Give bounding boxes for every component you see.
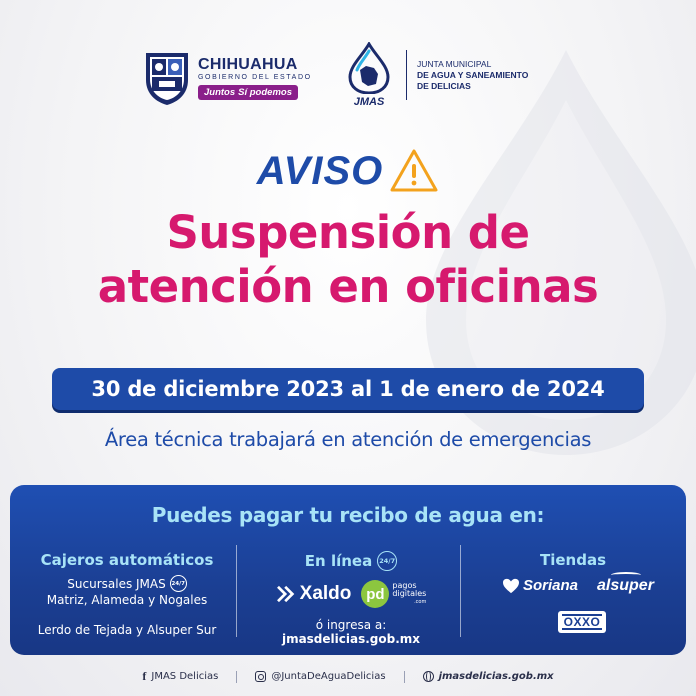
clock-24-7-icon: 24/7 xyxy=(170,575,187,592)
alsuper-logo: alsuper xyxy=(597,577,654,594)
slogan-part-1: Juntos xyxy=(204,87,236,98)
date-range-banner: 30 de diciembre 2023 al 1 de enero de 2024 xyxy=(52,368,644,410)
ingresa-prefix: ó ingresa a: xyxy=(315,618,387,632)
headline-line-1: Suspensión de xyxy=(166,206,530,259)
chihuahua-government-logo xyxy=(142,50,312,106)
xaldo-logo[interactable] xyxy=(276,583,352,605)
online-heading-row xyxy=(246,551,456,571)
footer xyxy=(0,669,696,684)
payment-title: Puedes pagar tu recibo de agua en: xyxy=(151,503,545,527)
emergency-note: Área técnica trabajará en atención de emergencias xyxy=(104,428,592,451)
notice-label xyxy=(0,148,696,194)
store-logos xyxy=(470,573,676,635)
warning-icon xyxy=(389,148,439,194)
payment-options-panel xyxy=(10,485,686,655)
soriana-text: Soriana xyxy=(523,577,579,594)
atm-line-1: Sucursales JMAS xyxy=(67,576,166,591)
jmas-acronym: JMAS xyxy=(353,96,385,108)
headline xyxy=(0,206,696,314)
facebook-handle: JMAS Delicias xyxy=(151,671,219,682)
soriana-logo xyxy=(502,577,578,594)
atm-column xyxy=(22,551,232,638)
logo-divider xyxy=(406,50,407,100)
pagos-digitales-logo[interactable] xyxy=(361,580,426,608)
online-column xyxy=(246,551,456,646)
oxxo-logo xyxy=(558,611,606,633)
column-divider xyxy=(460,545,461,637)
jmas-line-2: DE AGUA Y SANEAMIENTO xyxy=(417,69,529,80)
state-shield-icon xyxy=(142,50,192,106)
instagram-handle: @JuntaDeAguaDelicias xyxy=(271,671,386,682)
stores-heading: Tiendas xyxy=(539,551,606,569)
instagram-icon xyxy=(255,671,266,682)
xaldo-icon xyxy=(276,585,298,603)
pd-line-1: pagos xyxy=(392,581,417,590)
online-heading: En línea xyxy=(304,552,373,570)
atm-line-2: Matriz, Alameda y Nogales xyxy=(46,593,208,607)
jmas-mark xyxy=(344,42,394,108)
aviso-text: AVISO xyxy=(256,148,384,193)
clock-24-7-icon: 24/7 xyxy=(377,551,397,571)
slogan-part-2: Sí podemos xyxy=(238,87,292,98)
website-link[interactable] xyxy=(423,671,554,682)
atm-heading: Cajeros automáticos xyxy=(40,551,214,569)
online-pay-logos xyxy=(246,579,456,609)
soriana-heart-icon xyxy=(502,578,520,594)
water-drop-icon xyxy=(344,42,394,94)
jmas-line-3: DE DELICIAS xyxy=(417,80,471,91)
website-hint xyxy=(246,618,456,646)
facebook-icon: f xyxy=(142,669,147,683)
pd-line-2: digitales xyxy=(392,589,427,598)
headline-line-2: atención en oficinas xyxy=(97,260,599,313)
footer-divider xyxy=(236,671,237,683)
globe-icon xyxy=(423,671,434,682)
xaldo-text: Xaldo xyxy=(299,583,352,604)
payment-website-link[interactable]: jmasdelicias.gob.mx xyxy=(281,632,421,646)
stores-column xyxy=(470,551,676,635)
pd-text xyxy=(392,582,426,606)
chihuahua-title: CHIHUAHUA xyxy=(198,56,298,73)
atm-line-3: Lerdo de Tejada y Alsuper Sur xyxy=(37,623,217,637)
footer-divider xyxy=(404,671,405,683)
atm-line-1-row xyxy=(22,575,232,592)
pd-mark: pd xyxy=(361,580,389,608)
chihuahua-subtitle: GOBIERNO DEL ESTADO xyxy=(198,74,312,81)
pd-domain: .com xyxy=(414,599,427,605)
jmas-line-1: JUNTA MUNICIPAL xyxy=(417,58,492,69)
column-divider xyxy=(236,545,237,637)
oxxo-text: OXXO xyxy=(563,615,601,629)
website-url: jmasdelicias.gob.mx xyxy=(438,671,554,682)
instagram-link[interactable] xyxy=(255,671,385,682)
government-slogan xyxy=(198,85,298,100)
jmas-logo xyxy=(344,42,528,108)
jmas-fullname xyxy=(417,59,528,92)
facebook-link[interactable] xyxy=(142,669,218,684)
